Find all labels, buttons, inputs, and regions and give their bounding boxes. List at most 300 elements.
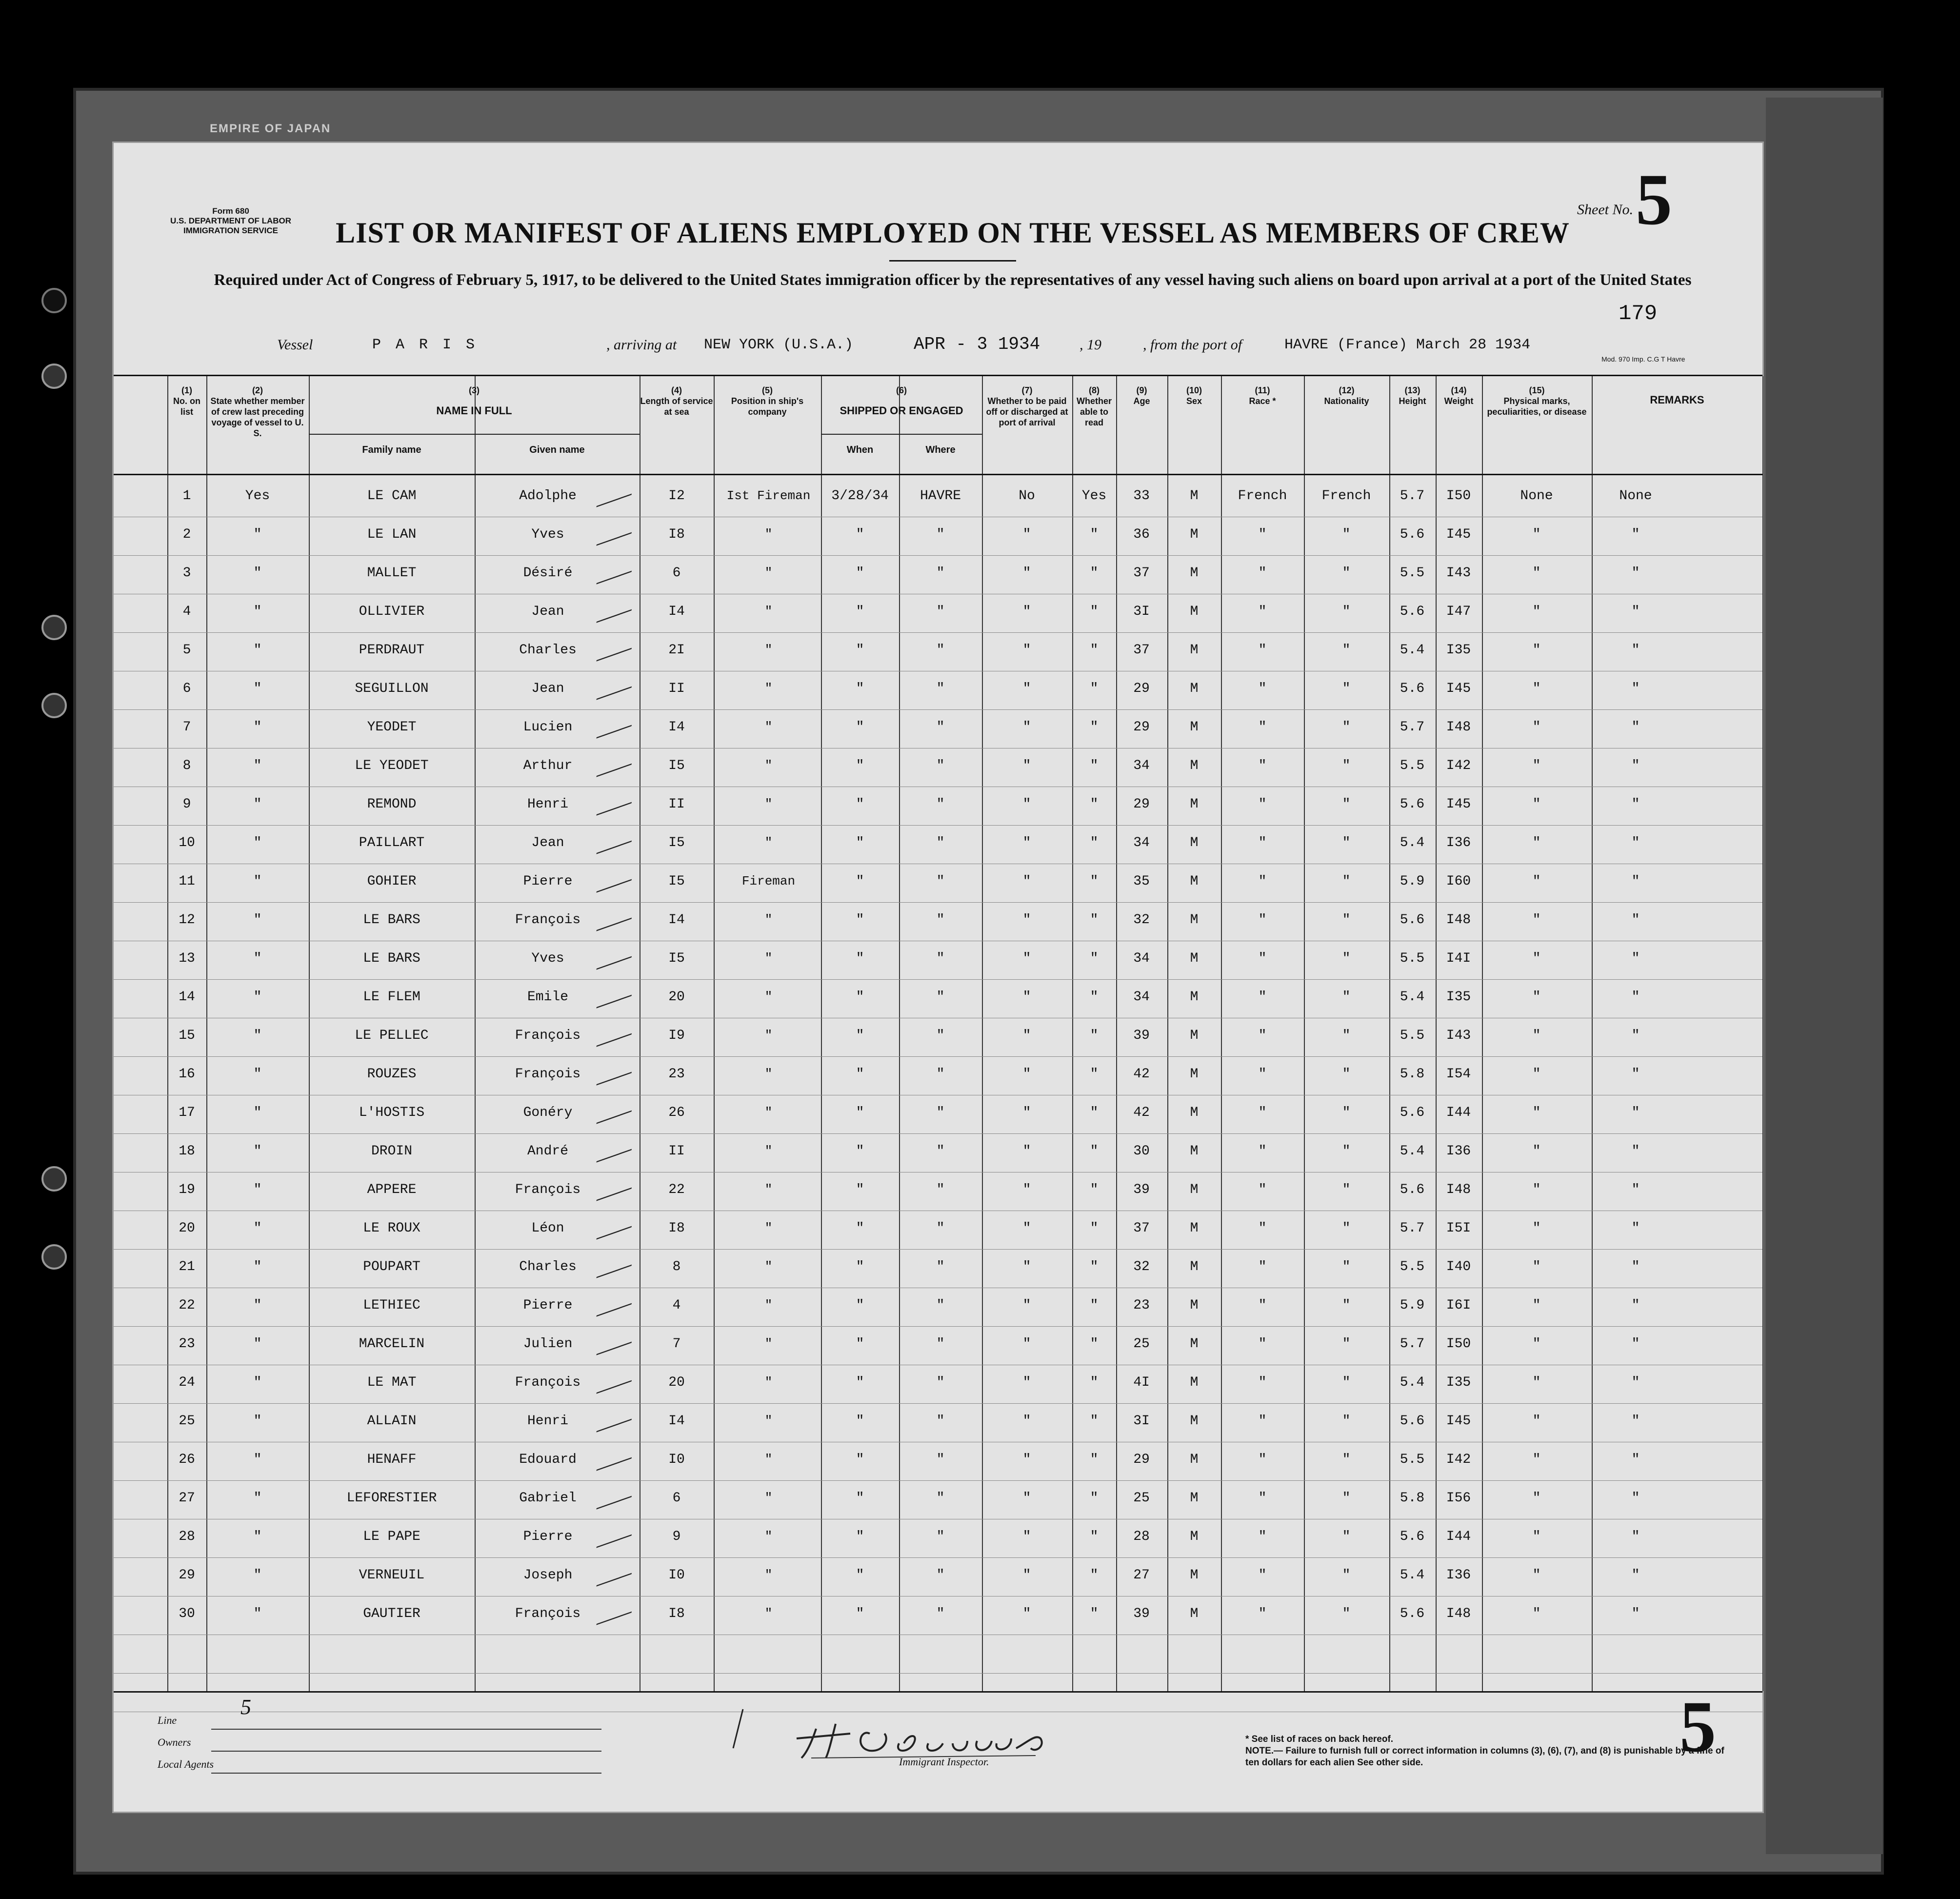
column-label: Whether able to read bbox=[1077, 396, 1112, 427]
table-cell: 11 bbox=[179, 874, 195, 889]
column-label: Age bbox=[1133, 396, 1150, 406]
table-cell: " bbox=[1022, 1336, 1031, 1352]
row-rule bbox=[114, 979, 1762, 980]
owners-rule bbox=[211, 1751, 601, 1752]
table-cell: " bbox=[856, 1298, 864, 1313]
table-cell: " bbox=[936, 1221, 945, 1236]
table-cell: " bbox=[1090, 912, 1099, 928]
table-cell: " bbox=[764, 1144, 773, 1158]
column-label: Whether to be paid off or discharged at port of arrival bbox=[986, 396, 1068, 427]
form-number: Form 680 bbox=[212, 206, 249, 216]
table-cell: 30 bbox=[179, 1606, 195, 1621]
table-cell: " bbox=[936, 566, 945, 581]
table-cell: I0 bbox=[668, 1452, 685, 1467]
table-cell: OLLIVIER bbox=[359, 604, 425, 619]
table-cell: " bbox=[1631, 1182, 1640, 1197]
table-cell: 4I bbox=[1133, 1375, 1150, 1390]
table-cell: I60 bbox=[1446, 874, 1471, 889]
table-cell: " bbox=[1631, 912, 1640, 928]
table-cell: " bbox=[1532, 1606, 1541, 1621]
table-cell: I36 bbox=[1446, 835, 1471, 850]
table-cell: " bbox=[1631, 1067, 1640, 1082]
table-cell: 5.4 bbox=[1400, 643, 1425, 658]
punch-hole bbox=[41, 615, 67, 640]
table-cell: " bbox=[1258, 797, 1267, 812]
table-cell: " bbox=[1342, 990, 1351, 1005]
table-cell: " bbox=[1090, 566, 1099, 581]
table-cell: I50 bbox=[1446, 488, 1471, 504]
table-cell: " bbox=[1532, 1414, 1541, 1429]
table-cell: " bbox=[1342, 1452, 1351, 1467]
column-number: (12) bbox=[1339, 385, 1355, 395]
table-cell: " bbox=[1631, 1336, 1640, 1352]
table-cell: 5.9 bbox=[1400, 1298, 1425, 1313]
table-cell: " bbox=[764, 566, 773, 580]
table-cell: M bbox=[1190, 912, 1199, 928]
table-cell: 25 bbox=[179, 1414, 195, 1429]
table-cell: 42 bbox=[1133, 1067, 1150, 1082]
table-cell: " bbox=[856, 720, 864, 735]
table-cell: I56 bbox=[1446, 1491, 1471, 1506]
table-cell: " bbox=[856, 835, 864, 850]
table-cell: " bbox=[936, 1606, 945, 1621]
table-cell: M bbox=[1190, 488, 1199, 504]
table-cell: " bbox=[1022, 1529, 1031, 1544]
table-cell: " bbox=[1342, 1414, 1351, 1429]
table-cell: " bbox=[1022, 604, 1031, 619]
table-cell: " bbox=[1022, 912, 1031, 928]
table-cell: 5.4 bbox=[1400, 835, 1425, 850]
table-cell: I35 bbox=[1446, 990, 1471, 1005]
table-cell: " bbox=[856, 1606, 864, 1621]
table-cell: " bbox=[936, 951, 945, 966]
table-cell: 29 bbox=[179, 1568, 195, 1583]
table-cell: Pierre bbox=[523, 1298, 573, 1313]
table-cell: None bbox=[1619, 488, 1652, 504]
table-cell: 32 bbox=[1133, 912, 1150, 928]
table-cell: " bbox=[1090, 1606, 1099, 1621]
table-cell: " bbox=[1258, 990, 1267, 1005]
table-cell: " bbox=[1090, 643, 1099, 658]
table-cell: " bbox=[856, 1529, 864, 1544]
table-cell: " bbox=[1631, 1529, 1640, 1544]
table-cell: " bbox=[253, 1105, 262, 1120]
table-cell: " bbox=[1090, 1375, 1099, 1390]
table-cell: " bbox=[856, 527, 864, 542]
table-cell: " bbox=[1631, 1414, 1640, 1429]
table-cell: " bbox=[1022, 758, 1031, 773]
table-cell: " bbox=[253, 835, 262, 850]
table-cell: " bbox=[936, 1414, 945, 1429]
table-cell: " bbox=[1022, 1414, 1031, 1429]
punch-hole bbox=[41, 1244, 67, 1270]
table-cell: Gonéry bbox=[523, 1105, 573, 1120]
table-cell: " bbox=[1631, 1491, 1640, 1506]
table-cell: " bbox=[1258, 681, 1267, 696]
table-cell: " bbox=[1532, 1529, 1541, 1544]
table-cell: " bbox=[936, 527, 945, 542]
row-rule bbox=[114, 1480, 1762, 1481]
table-cell: 23 bbox=[668, 1067, 685, 1082]
table-cell: 37 bbox=[1133, 566, 1150, 581]
table-cell: " bbox=[936, 1298, 945, 1313]
table-cell: 42 bbox=[1133, 1105, 1150, 1120]
table-cell: " bbox=[1342, 1105, 1351, 1120]
column-number: (3) bbox=[469, 385, 480, 395]
table-cell: " bbox=[1532, 758, 1541, 773]
table-cell: " bbox=[1022, 1182, 1031, 1197]
column-label: Race * bbox=[1249, 396, 1276, 406]
table-cell: " bbox=[1532, 566, 1541, 581]
table-cell: " bbox=[1258, 1414, 1267, 1429]
table-cell: " bbox=[1631, 566, 1640, 581]
row-rule bbox=[114, 555, 1762, 556]
row-rule bbox=[114, 1403, 1762, 1404]
table-cell: " bbox=[1631, 720, 1640, 735]
table-cell: M bbox=[1190, 835, 1199, 850]
table-cell: " bbox=[1258, 604, 1267, 619]
column-rule bbox=[1762, 376, 1763, 1691]
table-cell: " bbox=[1342, 604, 1351, 619]
table-cell: " bbox=[1258, 1491, 1267, 1506]
table-cell: " bbox=[936, 1452, 945, 1467]
table-cell: 24 bbox=[179, 1375, 195, 1390]
table-cell: " bbox=[1342, 874, 1351, 889]
column-header bbox=[1221, 385, 1304, 406]
table-cell: M bbox=[1190, 797, 1199, 812]
table-cell: " bbox=[1090, 1529, 1099, 1544]
table-cell: M bbox=[1190, 604, 1199, 619]
table-cell: M bbox=[1190, 990, 1199, 1005]
table-cell: " bbox=[1342, 720, 1351, 735]
agents-rule bbox=[211, 1773, 601, 1774]
column-header bbox=[1116, 385, 1167, 406]
table-cell: " bbox=[764, 758, 773, 773]
table-cell: " bbox=[1022, 1491, 1031, 1506]
table-cell: Henri bbox=[527, 1414, 568, 1429]
line-value: 5 bbox=[240, 1695, 251, 1719]
table-cell: M bbox=[1190, 1375, 1199, 1390]
table-cell: " bbox=[1258, 1298, 1267, 1313]
table-cell: HENAFF bbox=[367, 1452, 417, 1467]
table-cell: François bbox=[515, 1375, 581, 1390]
table-cell: " bbox=[1532, 1028, 1541, 1043]
table-cell: POUPART bbox=[363, 1259, 420, 1274]
table-cell: 3I bbox=[1133, 1414, 1150, 1429]
column-label: Nationality bbox=[1324, 396, 1369, 406]
table-cell: 5.4 bbox=[1400, 1144, 1425, 1159]
table-cell: " bbox=[1258, 1221, 1267, 1236]
table-cell: " bbox=[1532, 1298, 1541, 1313]
table-cell: " bbox=[253, 681, 262, 696]
header-rule bbox=[114, 474, 1762, 475]
table-cell: I4 bbox=[668, 1414, 685, 1429]
table-cell: II bbox=[668, 797, 685, 812]
vessel-name: P A R I S bbox=[372, 337, 478, 353]
table-cell: " bbox=[936, 1067, 945, 1082]
table-cell: 5.7 bbox=[1400, 720, 1425, 735]
table-cell: " bbox=[1342, 1568, 1351, 1583]
table-cell: LE PELLEC bbox=[355, 1028, 429, 1043]
table-cell: Julien bbox=[523, 1336, 573, 1352]
table-cell: " bbox=[1090, 1298, 1099, 1313]
table-cell: " bbox=[1631, 951, 1640, 966]
table-cell: I44 bbox=[1446, 1105, 1471, 1120]
table-cell: " bbox=[1258, 874, 1267, 889]
table-cell: Yves bbox=[531, 527, 564, 542]
table-cell: " bbox=[253, 1568, 262, 1583]
strip-text: EMPIRE OF JAPAN bbox=[210, 122, 331, 135]
stamp-number: 179 bbox=[1619, 302, 1658, 326]
table-cell: 5.6 bbox=[1400, 1606, 1425, 1621]
table-cell: 22 bbox=[668, 1182, 685, 1197]
column-header bbox=[1482, 385, 1592, 417]
table-cell: 36 bbox=[1133, 527, 1150, 542]
table-cell: " bbox=[253, 1491, 262, 1506]
table-cell: I48 bbox=[1446, 1606, 1471, 1621]
table-cell: 27 bbox=[1133, 1568, 1150, 1583]
table-cell: " bbox=[764, 1606, 773, 1621]
table-cell: I4I bbox=[1446, 951, 1471, 966]
table-cell: 5.5 bbox=[1400, 758, 1425, 773]
table-cell: 29 bbox=[1133, 720, 1150, 735]
table-cell: 28 bbox=[179, 1529, 195, 1544]
table-cell: " bbox=[936, 643, 945, 658]
table-cell: 15 bbox=[179, 1028, 195, 1043]
column-header bbox=[640, 385, 714, 417]
inspector-signature bbox=[723, 1699, 1094, 1763]
column-header bbox=[167, 385, 206, 417]
table-cell: Yes bbox=[245, 488, 270, 504]
table-cell: 13 bbox=[179, 951, 195, 966]
table-cell: 20 bbox=[179, 1221, 195, 1236]
inspector-label: Immigrant Inspector. bbox=[899, 1756, 989, 1768]
table-cell: M bbox=[1190, 1529, 1199, 1544]
table-cell: " bbox=[253, 1182, 262, 1197]
table-cell: 21 bbox=[179, 1259, 195, 1274]
subheader-rule bbox=[821, 434, 982, 435]
punch-hole bbox=[41, 364, 67, 389]
table-cell: 22 bbox=[179, 1298, 195, 1313]
table-cell: I8 bbox=[668, 527, 685, 542]
table-cell: I48 bbox=[1446, 912, 1471, 928]
table-cell: LE PAPE bbox=[363, 1529, 420, 1544]
column-label: SHIPPED OR ENGAGED bbox=[840, 404, 963, 417]
table-cell: " bbox=[1342, 951, 1351, 966]
table-cell: " bbox=[764, 951, 773, 966]
table-cell: " bbox=[253, 758, 262, 773]
table-cell: None bbox=[1520, 488, 1553, 504]
table-cell: " bbox=[1022, 527, 1031, 542]
line-rule bbox=[211, 1729, 601, 1730]
table-cell: I4 bbox=[668, 604, 685, 619]
table-cell: 6 bbox=[182, 681, 191, 696]
table-cell: " bbox=[764, 1182, 773, 1197]
table-cell: " bbox=[1532, 951, 1541, 966]
table-cell: M bbox=[1190, 720, 1199, 735]
column-header bbox=[1072, 385, 1116, 428]
table-cell: 4 bbox=[672, 1298, 681, 1313]
column-number: (1) bbox=[181, 385, 192, 395]
table-cell: " bbox=[1090, 1144, 1099, 1159]
table-cell: I8 bbox=[668, 1221, 685, 1236]
table-cell: 34 bbox=[1133, 990, 1150, 1005]
table-cell: " bbox=[856, 797, 864, 812]
table-cell: I54 bbox=[1446, 1067, 1471, 1082]
row-rule bbox=[114, 1557, 1762, 1558]
table-cell: 5.8 bbox=[1400, 1491, 1425, 1506]
table-cell: I45 bbox=[1446, 797, 1471, 812]
table-cell: 5.6 bbox=[1400, 527, 1425, 542]
table-cell: " bbox=[1342, 912, 1351, 928]
table-cell: " bbox=[856, 1182, 864, 1197]
sheet-label: Sheet No. bbox=[1577, 202, 1633, 218]
table-cell: I42 bbox=[1446, 758, 1471, 773]
table-cell: " bbox=[1022, 1221, 1031, 1236]
table-cell: 25 bbox=[1133, 1336, 1150, 1352]
table-cell: I43 bbox=[1446, 566, 1471, 581]
table-cell: II bbox=[668, 1144, 685, 1159]
table-cell: " bbox=[1532, 797, 1541, 812]
table-cell: I36 bbox=[1446, 1144, 1471, 1159]
table-cell: " bbox=[936, 835, 945, 850]
table-cell: " bbox=[1090, 758, 1099, 773]
table-cell: " bbox=[1022, 1298, 1031, 1313]
table-cell: Pierre bbox=[523, 1529, 573, 1544]
table-cell: Gabriel bbox=[519, 1491, 577, 1506]
table-cell: " bbox=[1631, 681, 1640, 696]
table-cell: I5I bbox=[1446, 1221, 1471, 1236]
column-number: (10) bbox=[1186, 385, 1202, 395]
table-cell: " bbox=[1090, 1259, 1099, 1274]
table-cell: YEODET bbox=[367, 720, 417, 735]
table-cell: " bbox=[856, 951, 864, 966]
table-cell: 3I bbox=[1133, 604, 1150, 619]
table-cell: " bbox=[1532, 874, 1541, 889]
table-cell: " bbox=[856, 1568, 864, 1583]
column-number: (11) bbox=[1255, 385, 1270, 395]
table-cell: I5 bbox=[668, 951, 685, 966]
table-cell: 9 bbox=[182, 797, 191, 812]
table-cell: " bbox=[1022, 990, 1031, 1005]
subheader-when: When bbox=[846, 444, 874, 455]
table-cell: ROUZES bbox=[367, 1067, 417, 1082]
table-cell: 8 bbox=[182, 758, 191, 773]
table-cell: " bbox=[1258, 1259, 1267, 1274]
table-cell: " bbox=[764, 681, 773, 696]
table-cell: " bbox=[1258, 643, 1267, 658]
table-cell: Fireman bbox=[741, 874, 796, 889]
table-cell: " bbox=[764, 1375, 773, 1390]
year-label: , 19 bbox=[1080, 337, 1101, 353]
manifest-page bbox=[112, 141, 1764, 1813]
table-cell: " bbox=[1342, 835, 1351, 850]
table-cell: M bbox=[1190, 951, 1199, 966]
table-cell: " bbox=[253, 1067, 262, 1082]
table-cell: " bbox=[1022, 1144, 1031, 1159]
table-cell: " bbox=[1022, 797, 1031, 812]
table-cell: M bbox=[1190, 681, 1199, 696]
table-cell: " bbox=[936, 1105, 945, 1120]
table-cell: APPERE bbox=[367, 1182, 417, 1197]
table-cell: " bbox=[1342, 1221, 1351, 1236]
table-cell: " bbox=[253, 1221, 262, 1236]
row-rule bbox=[114, 1249, 1762, 1250]
column-label: REMARKS bbox=[1650, 394, 1704, 406]
table-cell: 5.6 bbox=[1400, 1414, 1425, 1429]
table-cell: LE MAT bbox=[367, 1375, 417, 1390]
row-rule bbox=[114, 709, 1762, 710]
table-cell: " bbox=[1342, 1144, 1351, 1159]
table-cell: " bbox=[1090, 1028, 1099, 1043]
punch-hole bbox=[41, 693, 67, 718]
table-cell: 5.6 bbox=[1400, 1105, 1425, 1120]
table-cell: " bbox=[1258, 1144, 1267, 1159]
table-cell: 27 bbox=[179, 1491, 195, 1506]
column-header bbox=[714, 385, 821, 417]
table-cell: Adolphe bbox=[519, 488, 577, 504]
table-cell: " bbox=[253, 527, 262, 542]
table-cell: " bbox=[1532, 720, 1541, 735]
table-cell: 7 bbox=[182, 720, 191, 735]
table-cell: " bbox=[764, 1452, 773, 1467]
vessel-label: Vessel bbox=[277, 337, 313, 353]
column-header bbox=[1389, 385, 1436, 406]
table-cell: 34 bbox=[1133, 835, 1150, 850]
table-cell: LE LAN bbox=[367, 527, 417, 542]
table-cell: " bbox=[1022, 566, 1031, 581]
table-cell: " bbox=[253, 604, 262, 619]
table-cell: ALLAIN bbox=[367, 1414, 417, 1429]
table-cell: 35 bbox=[1133, 874, 1150, 889]
table-cell: " bbox=[1022, 720, 1031, 735]
table-cell: 26 bbox=[668, 1105, 685, 1120]
department: U.S. DEPARTMENT OF LABOR bbox=[170, 216, 292, 225]
table-cell: " bbox=[936, 1182, 945, 1197]
row-rule bbox=[114, 825, 1762, 826]
table-cell: 28 bbox=[1133, 1529, 1150, 1544]
table-cell: " bbox=[1342, 1336, 1351, 1352]
table-cell: M bbox=[1190, 1491, 1199, 1506]
table-cell: " bbox=[1090, 1221, 1099, 1236]
table-cell: I48 bbox=[1446, 1182, 1471, 1197]
table-cell: Ist Fireman bbox=[726, 488, 811, 503]
table-cell: " bbox=[1631, 1221, 1640, 1236]
table-cell: " bbox=[253, 1606, 262, 1621]
table-cell: 18 bbox=[179, 1144, 195, 1159]
table-cell: 23 bbox=[179, 1336, 195, 1352]
table-cell: " bbox=[1532, 1336, 1541, 1352]
table-cell: " bbox=[1090, 874, 1099, 889]
table-cell: 7 bbox=[672, 1336, 681, 1352]
line-label: Line bbox=[158, 1714, 177, 1726]
table-cell: 5 bbox=[182, 643, 191, 658]
table-cell: " bbox=[1342, 1606, 1351, 1621]
subheader-where: Where bbox=[925, 444, 956, 455]
table-cell: " bbox=[1631, 1144, 1640, 1159]
vessel-line bbox=[114, 334, 1762, 359]
table-cell: " bbox=[253, 1144, 262, 1159]
column-header bbox=[309, 385, 640, 416]
table-cell: LE YEODET bbox=[355, 758, 429, 773]
table-cell: " bbox=[1258, 720, 1267, 735]
table-cell: 30 bbox=[1133, 1144, 1150, 1159]
table-cell: " bbox=[1022, 874, 1031, 889]
table-cell: " bbox=[764, 604, 773, 619]
table-cell: " bbox=[1258, 1028, 1267, 1043]
penalty-note: NOTE.— Failure to furnish full or correct information in columns (3), (6), (7), and (8) is punishable by a fine of ten dollars for each alien See other side. bbox=[1245, 1746, 1724, 1768]
table-cell: Edouard bbox=[519, 1452, 577, 1467]
